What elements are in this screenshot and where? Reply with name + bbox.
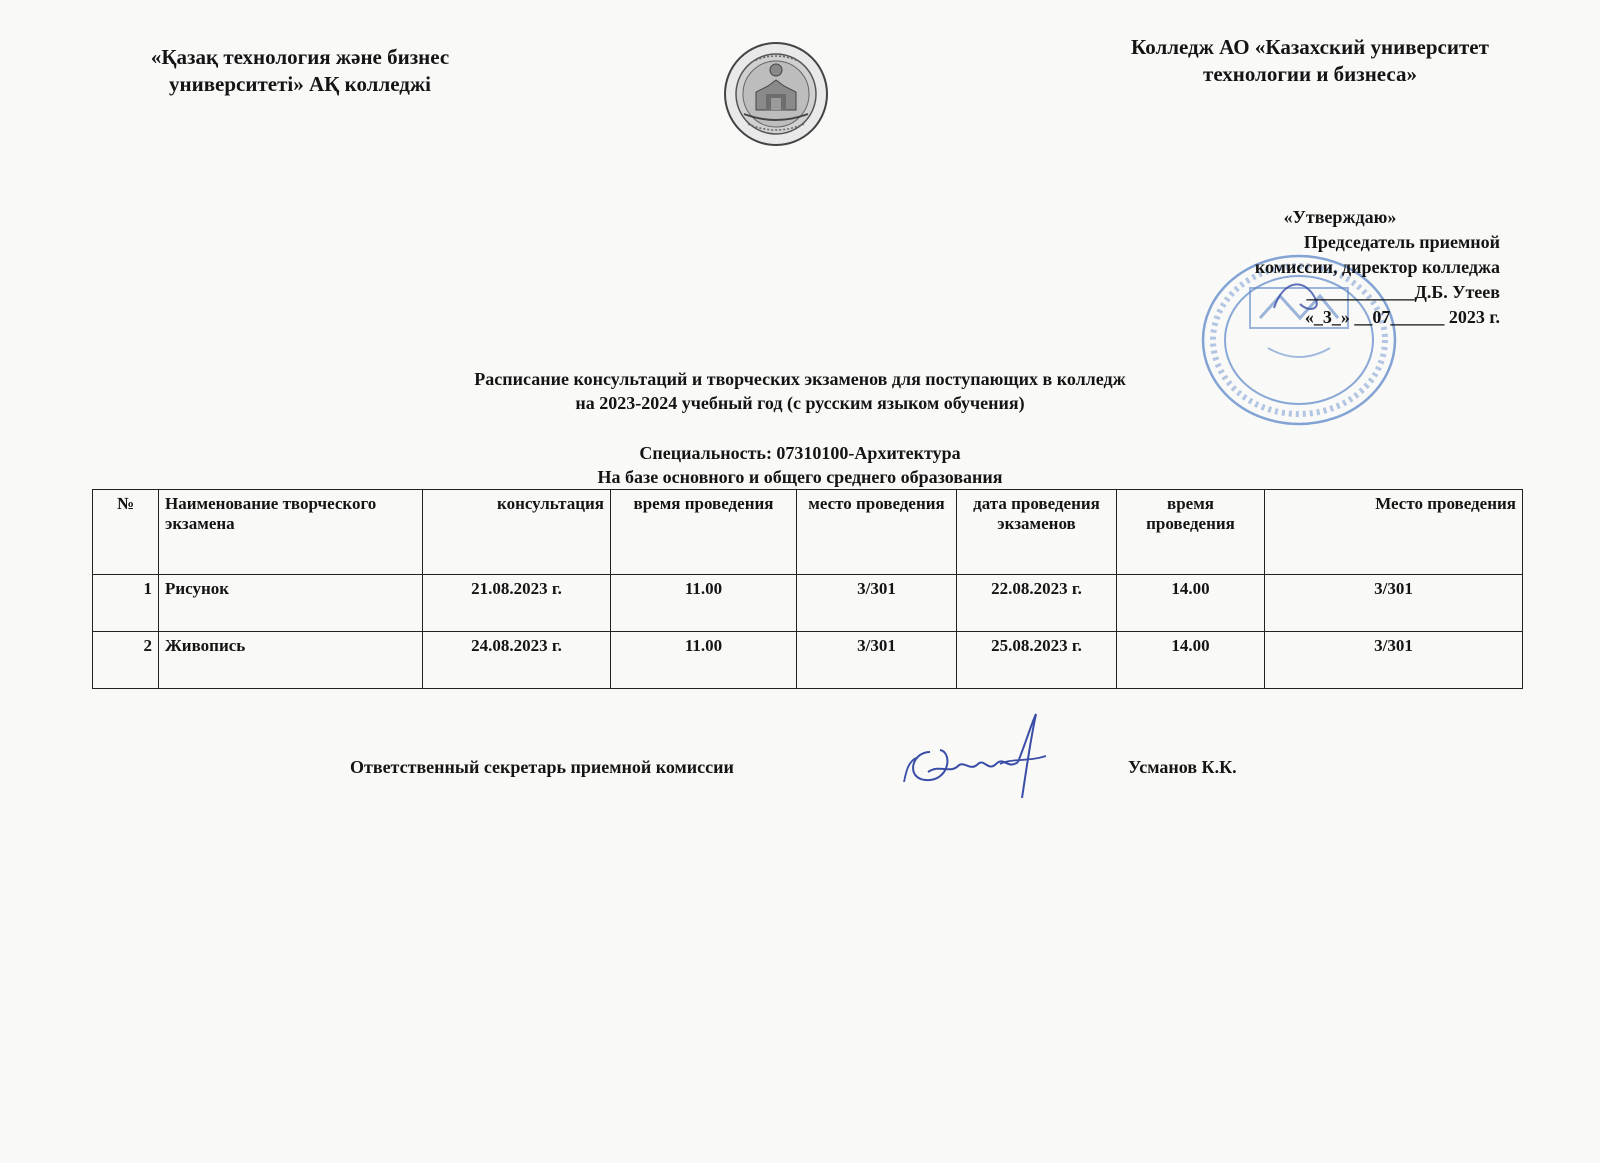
- cell-exam-date: 22.08.2023 г.: [957, 575, 1117, 632]
- cell-number: 2: [93, 632, 159, 689]
- approval-title: «Утверждаю»: [1283, 207, 1397, 227]
- cell-consult-time: 11.00: [611, 632, 797, 689]
- col-header-exam-place: Место проведения: [1265, 490, 1523, 575]
- cell-consult-place: 3/301: [797, 575, 957, 632]
- secretary-label: Ответственный секретарь приемной комиссии: [350, 757, 734, 777]
- cell-exam-place: 3/301: [1265, 575, 1523, 632]
- cell-number: 1: [93, 575, 159, 632]
- cell-consultation: 21.08.2023 г.: [423, 575, 611, 632]
- specialty-line: Специальность: 07310100-Архитектура: [639, 443, 961, 463]
- header-left-line1: «Қазақ технология және бизнес: [150, 45, 450, 69]
- cell-exam-name: Живопись: [159, 632, 423, 689]
- header-right-org: [1070, 34, 1550, 88]
- cell-consult-place: 3/301: [797, 632, 957, 689]
- col-header-consultation: консультация: [423, 490, 611, 575]
- title-line1: Расписание консультаций и творческих экзаменов для поступающих в колледж: [474, 369, 1126, 389]
- table-row: [93, 632, 1523, 689]
- cell-exam-time: 14.00: [1117, 575, 1265, 632]
- cell-exam-time: 14.00: [1117, 632, 1265, 689]
- col-header-consult-place: место проведения: [797, 490, 957, 575]
- secretary-name: Усманов К.К.: [1128, 757, 1237, 777]
- approval-position-2: комиссии, директор колледжа: [1254, 257, 1500, 277]
- specialty-block: [300, 441, 1300, 489]
- approval-position: Председатель приемной: [1303, 232, 1500, 252]
- header-left-line2: университеті» АҚ колледжі: [169, 72, 431, 96]
- col-header-exam-date: дата проведения экзаменов: [957, 490, 1117, 575]
- col-header-exam-name: Наименование творческого экзамена: [159, 490, 423, 575]
- cell-exam-place: 3/301: [1265, 632, 1523, 689]
- approval-date: «_3_» __07______ 2023 г.: [1304, 307, 1500, 327]
- header-right-line2: технологии и бизнеса»: [1203, 62, 1417, 86]
- table-row: [93, 575, 1523, 632]
- college-emblem: [722, 40, 830, 148]
- header-right-line1: Колледж АО «Казахский университет: [1131, 35, 1489, 59]
- cell-exam-name: Рисунок: [159, 575, 423, 632]
- education-base-line: На базе основного и общего среднего образования: [597, 467, 1003, 487]
- cell-consult-time: 11.00: [611, 575, 797, 632]
- col-header-exam-time: время проведения: [1117, 490, 1265, 575]
- approval-signatory: ____________Д.Б. Утеев: [1306, 282, 1500, 302]
- col-header-consult-time: время проведения: [611, 490, 797, 575]
- header-left-org: [70, 44, 530, 98]
- table-header-row: [93, 490, 1523, 575]
- document-title: [250, 367, 1350, 415]
- cell-exam-date: 25.08.2023 г.: [957, 632, 1117, 689]
- col-header-number: №: [93, 490, 159, 575]
- title-line2: на 2023-2024 учебный год (с русским языком обучения): [575, 393, 1025, 413]
- cell-consultation: 24.08.2023 г.: [423, 632, 611, 689]
- approval-block: [1120, 205, 1500, 330]
- secretary-signature: [900, 712, 1060, 802]
- schedule-table: [92, 489, 1523, 689]
